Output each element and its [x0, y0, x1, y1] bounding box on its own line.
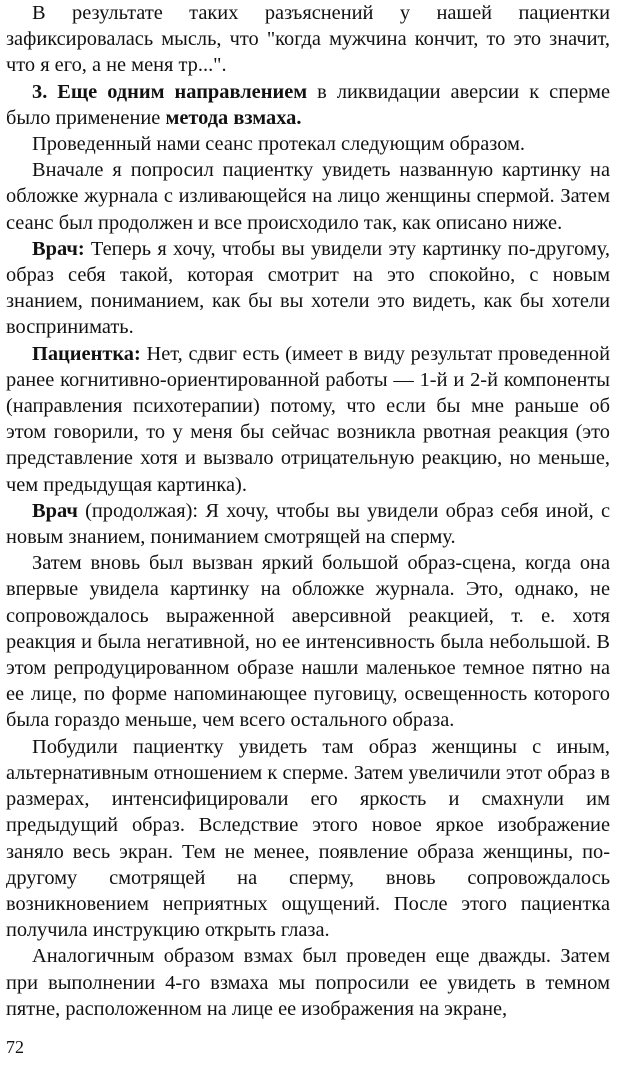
speaker-label: Врач:: [32, 237, 85, 260]
paragraph-1: [6, 0, 610, 79]
paragraph-3: [6, 131, 610, 157]
paragraph-4: [6, 157, 610, 236]
paragraph-8: [6, 550, 610, 733]
paragraph-9: [6, 734, 610, 944]
paragraph-10: [6, 943, 610, 1022]
speaker-label: Врач: [32, 499, 78, 522]
paragraph-text: Вначале я попросил пациентку увидеть названную картинку на обложке журнала с изливающейся на лицо женщины спермой. Затем сеанс был продолжен и все происходило так, как описано ниже.: [6, 159, 610, 234]
paragraph-6: [6, 341, 610, 498]
paragraph-text: Проведенный нами сеанс протекал следующим образом.: [32, 133, 526, 156]
paragraph-text: Затем вновь был вызван яркий большой образ-сцена, когда она впервые увидела картинку на обложке журнала. Это, однако, не сопровождалось выраженной аверсивной реакцией, т. е. хотя реакция и была негативной, но ее интенсивность была небольшой. В этом репродуцированном образе нашли маленькое темное пятно на ее лице, по форме напоминающее пуговицу, освещенность которого была гораздо меньше, чем всего остального образа.: [6, 552, 610, 732]
paragraph-text: Нет, сдвиг есть (имеет в виду результат проведенной ранее когнитивно-ориентированной работы — 1-й и 2-й компоненты (направления психотерапии) потому, что если бы мне раньше об этом говорили, то у меня бы сейчас возникла рвотная реакция (это представление хотя и вызвало отрицательную реакцию, но меньше, чем предыдущая картинка).: [6, 342, 610, 496]
page-number: 72: [6, 1037, 24, 1057]
paragraph-lead-bold: 3. Еще одним направлением: [32, 80, 308, 103]
paragraph-text: (продолжая): Я хочу, чтобы вы увидели образ себя иной, с новым знанием, пониманием смотрящей на сперму.: [6, 499, 610, 549]
paragraph-text: Аналогичным образом взмах был проведен еще дважды. Затем при выполнении 4-го взмаха мы попросили ее увидеть в темном пятне, расположенном на лице ее изображения на экране,: [6, 945, 610, 1020]
paragraph-text: В результате таких разъяснений у нашей пациентки зафиксировалась мысль, что "когда мужчина кончит, то это значит, что я его, а не меня тр...".: [6, 2, 610, 77]
book-page: [6, 0, 610, 1065]
paragraph-text: Теперь я хочу, чтобы вы увидели эту картинку по-другому, образ себя такой, которая смотрит на это спокойно, с новым знанием, пониманием, как бы вы хотели это видеть, как бы хотели воспринимать.: [6, 237, 610, 339]
paragraph-text: в ликвидации аверсии к сперме было применение: [6, 80, 610, 129]
paragraph-text: Побудили пациентку увидеть там образ женщины с иным, альтернативным отношением к сперме. Затем увеличили этот образ в размерах, интенсифицировали его яркость и смахнули им предыдущий образ. Вследствие этого новое яркое изображение заняло весь экран. Тем не менее, появление образа женщины, по-другому смотрящей на сперму, вновь сопровождалось возникновением неприятных ощущений. После этого пациентка получила инструкцию открыть глаза.: [6, 735, 610, 942]
paragraph-bold-tail: метода взмаха.: [165, 106, 302, 129]
paragraph-2: [6, 79, 610, 131]
paragraph-5: [6, 236, 610, 341]
body-text: [6, 0, 610, 1022]
speaker-label: Пациентка:: [32, 342, 141, 365]
paragraph-7: [6, 498, 610, 550]
